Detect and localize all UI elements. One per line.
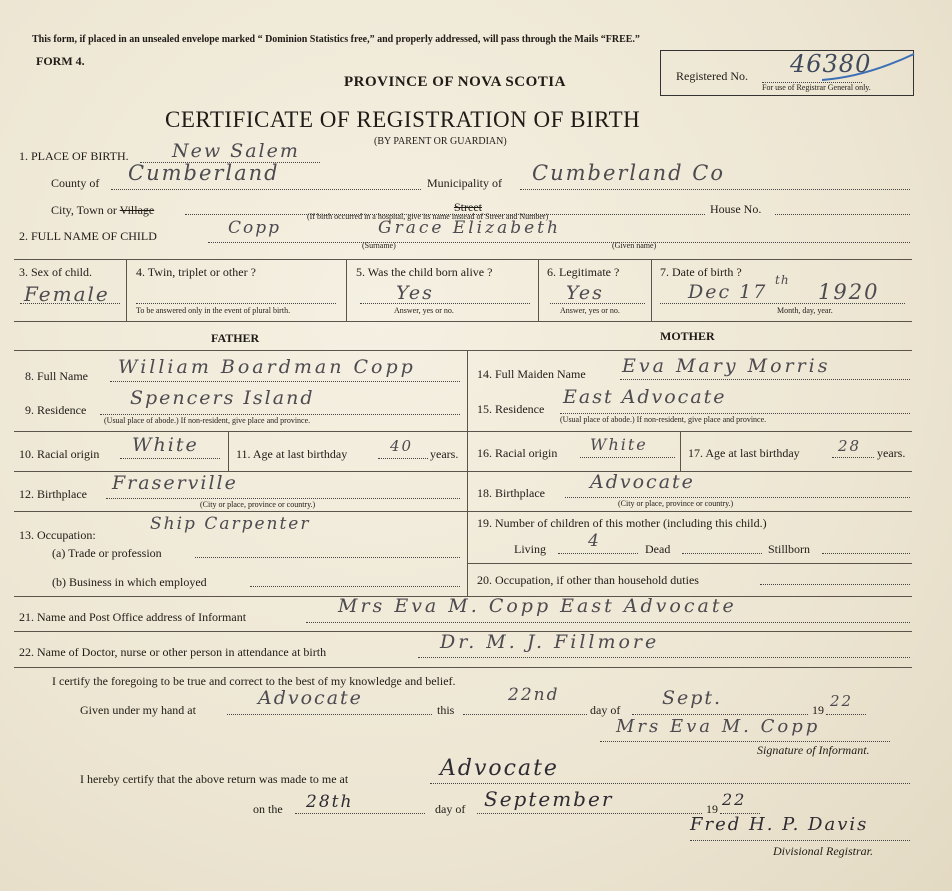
father-years-label: years. <box>430 447 459 461</box>
mother-heading: MOTHER <box>660 329 715 343</box>
registrar-general-note: For use of Registrar General only. <box>762 83 871 92</box>
street-label: Street <box>454 200 482 214</box>
page-title: CERTIFICATE OF REGISTRATION OF BIRTH <box>165 107 641 132</box>
municipality-value: Cumberland Co <box>532 161 726 185</box>
sex-label: 3. Sex of child. <box>19 265 92 279</box>
child-name-label: 2. FULL NAME OF CHILD <box>19 229 157 243</box>
certify-day-value: 22nd <box>508 685 560 705</box>
date-of-birth-month-day: Dec 17 <box>688 281 768 303</box>
father-birthplace-note: (City or place, province or country.) <box>200 500 316 509</box>
mother-birthplace-note: (City or place, province or country.) <box>618 499 734 508</box>
given-under-hand-label: Given under my hand at <box>80 703 196 717</box>
date-of-birth-year: 1920 <box>818 280 880 304</box>
doctor-label: 22. Name of Doctor, nurse or other person in attendance at birth <box>19 645 327 659</box>
date-of-birth-suffix: th <box>775 273 790 287</box>
registrar-title-caption: Divisional Registrar. <box>773 844 874 858</box>
mother-birthplace-value: Advocate <box>590 471 695 493</box>
father-age-value: 40 <box>390 437 414 455</box>
alive-value: Yes <box>396 282 434 304</box>
father-heading: FATHER <box>211 331 260 345</box>
living-label: Living <box>514 542 546 556</box>
registrar-year-value: 22 <box>722 790 747 809</box>
municipality-label: Municipality of <box>427 176 502 190</box>
children-count-label: 19. Number of children of this mother (including this child.) <box>477 516 767 530</box>
registrar-certify-statement: I hereby certify that the above return was made to me at <box>80 772 349 786</box>
mother-residence-label: 15. Residence <box>477 402 545 416</box>
mother-occupation-label: 20. Occupation, if other than household duties <box>477 573 699 587</box>
legitimate-label: 6. Legitimate ? <box>547 265 620 279</box>
date-of-birth-note: Month, day, year. <box>777 306 833 315</box>
mother-years-label: years. <box>877 446 906 460</box>
father-birthplace-label: 12. Birthplace <box>19 487 87 501</box>
mother-name-label: 14. Full Maiden Name <box>477 367 586 381</box>
father-residence-value: Spencers Island <box>130 387 315 409</box>
county-label: County of <box>51 176 100 190</box>
informant-signature: Mrs Eva M. Copp <box>616 716 821 737</box>
hospital-note: (If birth occurred in a hospital, give its name instead of Street and Number) <box>307 212 549 221</box>
province-heading: PROVINCE OF NOVA SCOTIA <box>344 74 566 90</box>
twin-note: To be answered only in the event of plural birth. <box>136 306 291 315</box>
city-town-label: City, Town or Village <box>51 203 155 217</box>
father-occupation-value: Ship Carpenter <box>150 514 311 534</box>
mother-racial-value: White <box>590 435 648 454</box>
registrar-signature: Fred H. P. Davis <box>690 814 869 835</box>
mother-birthplace-label: 18. Birthplace <box>477 486 545 500</box>
father-name-value: William Boardman Copp <box>118 356 416 378</box>
registrar-month-value: September <box>484 787 614 811</box>
alive-label: 5. Was the child born alive ? <box>356 265 493 279</box>
place-of-birth-label: 1. PLACE OF BIRTH. <box>19 149 129 163</box>
blue-check-mark <box>820 50 920 90</box>
informant-value: Mrs Eva M. Copp East Advocate <box>338 595 737 617</box>
form-number: FORM 4. <box>36 54 85 68</box>
given-name-caption: (Given name) <box>612 241 657 250</box>
mailing-notice: This form, if placed in an unsealed envelope marked “ Dominion Statistics free,” and properly addressed, will pass through the Mails “FREE.” <box>32 34 640 45</box>
certify-month-value: Sept. <box>662 687 723 709</box>
child-given-name: Grace Elizabeth <box>378 218 561 238</box>
twin-label: 4. Twin, triplet or other ? <box>136 265 256 279</box>
business-employed-label: (b) Business in which employed <box>52 575 207 589</box>
father-age-label: 11. Age at last birthday <box>236 447 348 461</box>
page-subtitle: (BY PARENT OR GUARDIAN) <box>374 136 507 147</box>
father-occupation-label: 13. Occupation: <box>19 528 96 542</box>
registrar-year-prefix: 19 <box>706 802 718 816</box>
on-the-label: on the <box>253 802 283 816</box>
county-value: Cumberland <box>128 161 280 185</box>
mother-racial-label: 16. Racial origin <box>477 446 558 460</box>
house-number-label: House No. <box>710 202 762 216</box>
stillborn-label: Stillborn <box>768 542 811 556</box>
legitimate-note: Answer, yes or no. <box>560 306 620 315</box>
mother-age-label: 17. Age at last birthday <box>688 446 800 460</box>
registrar-day-value: 28th <box>306 792 354 812</box>
living-value: 4 <box>588 531 601 551</box>
alive-note: Answer, yes or no. <box>394 306 454 315</box>
dead-label: Dead <box>645 542 671 556</box>
trade-profession-label: (a) Trade or profession <box>52 546 162 560</box>
this-label: this <box>437 703 455 717</box>
certify-year-prefix: 19 <box>812 703 824 717</box>
mother-residence-value: East Advocate <box>563 386 727 408</box>
certify-place-value: Advocate <box>258 687 363 709</box>
father-birthplace-value: Fraserville <box>112 472 238 494</box>
informant-label: 21. Name and Post Office address of Informant <box>19 610 247 624</box>
father-residence-note: (Usual place of abode.) If non-resident, give place and province. <box>104 416 311 425</box>
doctor-value: Dr. M. J. Fillmore <box>440 631 660 653</box>
place-of-birth-value: New Salem <box>172 140 300 162</box>
mother-age-value: 28 <box>838 437 862 455</box>
sex-value: Female <box>24 282 110 306</box>
father-racial-label: 10. Racial origin <box>19 447 100 461</box>
registrar-day-of-label: day of <box>435 802 466 816</box>
date-of-birth-label: 7. Date of birth ? <box>660 265 742 279</box>
mother-name-value: Eva Mary Morris <box>622 355 831 377</box>
certify-statement: I certify the foregoing to be true and correct to the best of my knowledge and belief. <box>52 674 456 688</box>
mother-residence-note: (Usual place of abode.) If non-resident, give place and province. <box>560 415 767 424</box>
surname-caption: (Surname) <box>362 241 396 250</box>
registrar-place-value: Advocate <box>440 756 559 781</box>
informant-signature-caption: Signature of Informant. <box>757 743 870 757</box>
father-name-label: 8. Full Name <box>25 369 88 383</box>
certify-year-value: 22 <box>830 692 854 710</box>
father-racial-value: White <box>132 434 199 456</box>
child-surname: Copp <box>228 218 282 238</box>
legitimate-value: Yes <box>566 282 604 304</box>
certify-day-of-label: day of <box>590 703 621 717</box>
registered-label: Registered No. <box>676 69 748 83</box>
registration-number: 46380 <box>790 50 872 78</box>
father-residence-label: 9. Residence <box>25 403 87 417</box>
